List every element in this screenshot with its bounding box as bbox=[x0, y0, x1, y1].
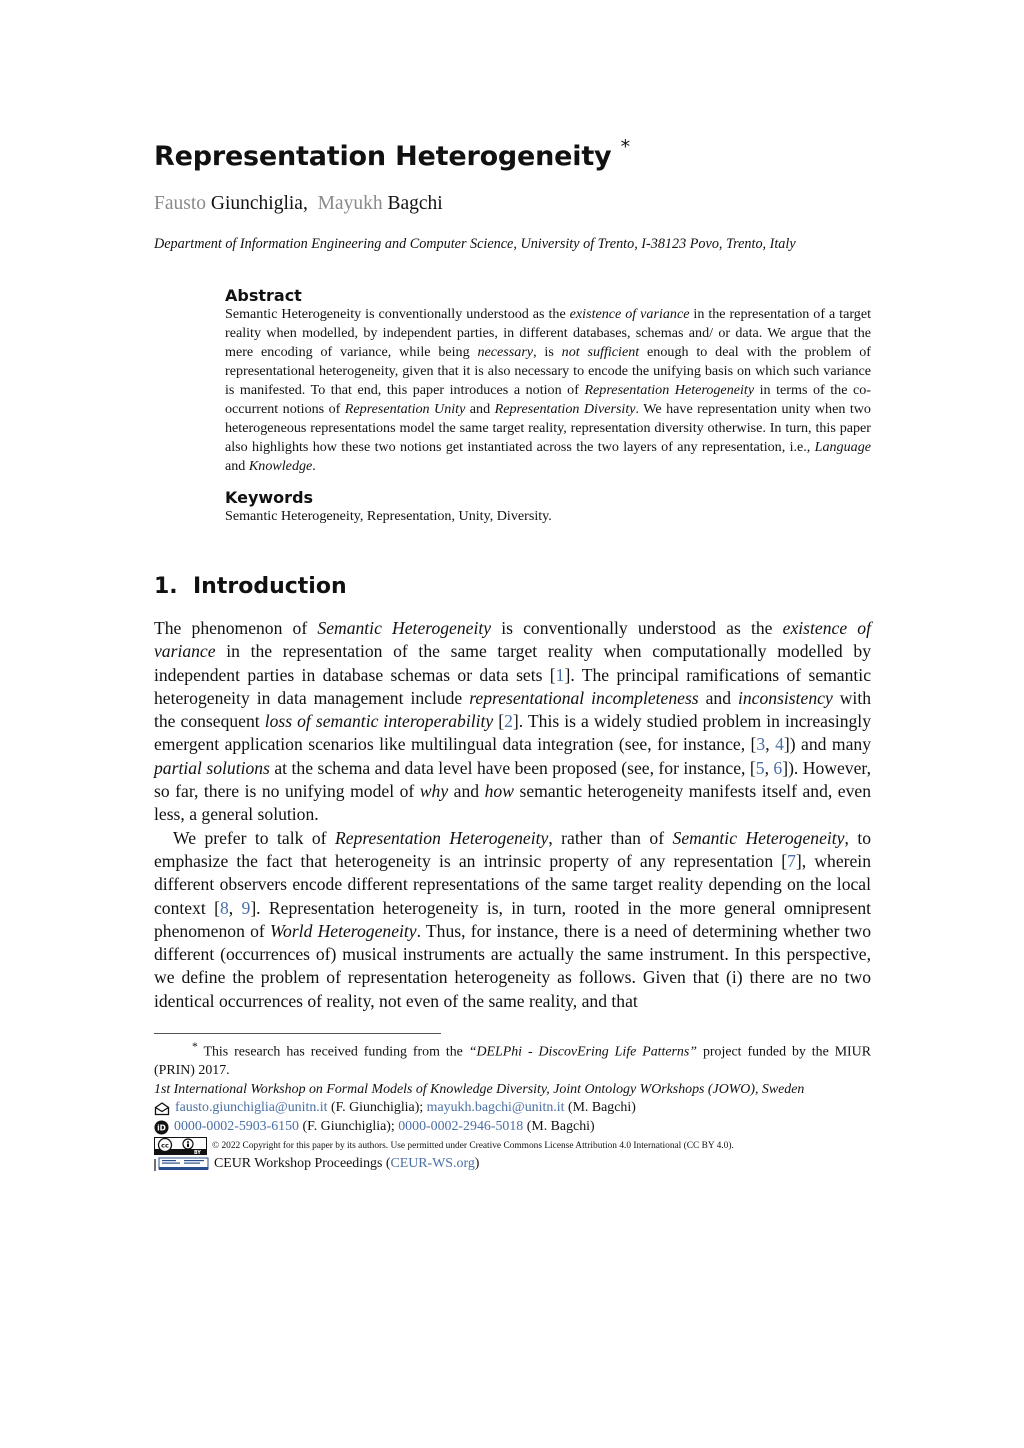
section-title: Introduction bbox=[193, 574, 347, 599]
paper-title-text: Representation Heterogeneity bbox=[154, 141, 612, 172]
emphasis-text: partial solutions bbox=[154, 757, 270, 778]
keywords-block bbox=[225, 488, 871, 526]
affiliation: Department of Information Engineering and Computer Science, University of Trento, I-38123 Povo, Trento, Italy bbox=[154, 236, 796, 252]
email-link[interactable]: fausto.giunchiglia@unitn.it bbox=[175, 1100, 328, 1116]
author-list bbox=[154, 193, 443, 215]
section-body bbox=[154, 617, 871, 1013]
section-number: 1. bbox=[154, 574, 178, 599]
citation-link[interactable]: 7 bbox=[787, 850, 796, 871]
emphasis-text: not sufficient bbox=[561, 344, 640, 360]
citation-link[interactable]: 4 bbox=[775, 734, 784, 755]
footnote-mark: * bbox=[192, 1040, 198, 1053]
email-link[interactable]: mayukh.bagchi@unitn.it bbox=[426, 1100, 565, 1116]
keywords-heading: Keywords bbox=[225, 488, 314, 507]
author-family-name: Bagchi bbox=[387, 193, 443, 214]
author-separator: , bbox=[302, 193, 308, 214]
emphasis-text: inconsistency bbox=[737, 687, 833, 708]
citation-link[interactable]: 9 bbox=[241, 897, 251, 918]
ceur-logo-icon bbox=[154, 1156, 209, 1172]
footer-block bbox=[154, 1038, 871, 1174]
email-owner: (F. Giunchiglia); bbox=[330, 1100, 424, 1116]
emphasis-text: Knowledge bbox=[248, 458, 313, 474]
orcid-line bbox=[154, 1118, 871, 1137]
abstract-text: Semantic Heterogeneity is conventionally understood as the existence of variance in the representation of a target reality when modelled, by independent parties, in different databases, schemas and/ or data. We argue that the mere encoding of variance, while being necessary, is not sufficient enough to deal with the problem of representational heterogeneity, given that it is also necessary to encode the unifying basis on which such variance is manifested. To that end, this paper introduces a notion of Representation Heterogeneity in terms of the co-occurrent notions of Representation Unity and Representation Diversity. We have representation unity when two heterogeneous representations model the same target reality, representation diversity otherwise. In turn, this paper also highlights how these two notions get instantiated across the two layers of any representation, i.e., Language and Knowledge. bbox=[225, 306, 871, 474]
orcid-link[interactable]: 0000-0002-2946-5018 bbox=[398, 1119, 524, 1134]
citation-link[interactable]: 3 bbox=[756, 734, 766, 755]
ceur-paren: ( bbox=[385, 1156, 391, 1172]
citation-link[interactable]: 6 bbox=[773, 757, 783, 778]
emphasis-text: loss of semantic interoperability bbox=[264, 711, 494, 732]
footnote-text: This research has received funding from the “DELPhi - DiscovEring Life Patterns” project funded by the MIUR (PRIN) 2017. bbox=[154, 1044, 871, 1079]
citation-link[interactable]: 8 bbox=[219, 897, 229, 918]
svg-text:iD: iD bbox=[157, 1123, 166, 1133]
body-paragraph: The phenomenon of Semantic Heterogeneity is conventionally understood as the existence of variance in the representation of the same target reality when computationally modelled by independent parties in database schemas or data sets [1]. The principal ramifications of semantic heterogeneity in data management include representational incompleteness and inconsistency with the consequent loss of semantic interoperability [2]. This is a widely studied problem in increasingly emergent application scenarios like multilingual data integration (see, for instance, [3, 4]) and many partial solutions at the schema and data level have been proposed (see, for instance, [5, 6]). However, so far, there is no unifying model of why and how semantic heterogeneity manifests itself and, even less, a general solution. bbox=[154, 618, 872, 825]
ceur-line bbox=[154, 1155, 871, 1174]
email-line bbox=[154, 1099, 871, 1118]
envelope-icon bbox=[154, 1102, 170, 1116]
emphasis-text: representational incompleteness bbox=[469, 687, 699, 708]
emphasis-text: Semantic Heterogeneity bbox=[317, 618, 492, 638]
emphasis-text: Representation Heterogeneity bbox=[335, 827, 549, 848]
ceur-label: CEUR Workshop Proceedings bbox=[214, 1156, 383, 1172]
emphasis-text: necessary bbox=[477, 344, 534, 360]
citation-link[interactable]: 2 bbox=[504, 711, 513, 732]
license-text: © 2022 Copyright for this paper by its authors. Use permitted under Creative Commons License Attribution 4.0 International (CC BY 4.0). bbox=[212, 1140, 734, 1151]
workshop-line: 1st International Workshop on Formal Models of Knowledge Diversity, Joint Ontology WOrkshops (JOWO), Sweden bbox=[154, 1081, 805, 1097]
emphasis-text: Semantic Heterogeneity bbox=[672, 827, 845, 848]
section-heading bbox=[154, 574, 347, 599]
cc-label: cc bbox=[161, 1141, 169, 1150]
abstract-heading: Abstract bbox=[225, 286, 302, 305]
emphasis-text: Representation Unity bbox=[344, 401, 466, 417]
body-paragraph: We prefer to talk of Representation Heterogeneity, rather than of Semantic Heterogeneity, to emphasize the fact that heterogeneity is an intrinsic property of any representation [7], wherein different observers encode different representations of the same target reality depending on the local context [8, 9]. Representation heterogeneity is, in turn, rooted in the more general omnipresent phenomenon of World Heterogeneity. Thus, for instance, there is a need of determining whether two different (occurrences of) musical instruments are actually the same instrument. In this perspective, we define the problem of representation heterogeneity as follows. Given that (i) there are no two identical occurrences of reality, not even of the same reality, and that bbox=[154, 827, 872, 1011]
title-footnote-mark[interactable]: * bbox=[620, 136, 630, 158]
funding-footnote bbox=[154, 1038, 871, 1081]
citation-link[interactable]: 1 bbox=[555, 664, 565, 685]
cc-by-badge-icon[interactable] bbox=[154, 1137, 207, 1155]
orcid-owner: (F. Giunchiglia); bbox=[302, 1119, 395, 1134]
orcid-owner: (M. Bagchi) bbox=[526, 1119, 595, 1134]
emphasis-text: how bbox=[484, 781, 514, 802]
emphasis-text: Representation Diversity bbox=[494, 401, 636, 417]
author-given-name: Mayukh bbox=[317, 193, 383, 214]
orcid-icon bbox=[154, 1120, 169, 1135]
emphasis-text: “DELPhi - DiscovEring Life Patterns” bbox=[468, 1044, 698, 1060]
email-owner: (M. Bagchi) bbox=[567, 1100, 636, 1116]
ceur-paren: ) bbox=[474, 1156, 480, 1172]
paper-title bbox=[154, 138, 630, 172]
by-label: BY bbox=[194, 1150, 201, 1155]
emphasis-text: World Heterogeneity bbox=[270, 920, 417, 941]
footnote-rule bbox=[154, 1033, 441, 1034]
citation-link[interactable]: 5 bbox=[755, 757, 765, 778]
author-given-name: Fausto bbox=[154, 193, 207, 214]
ceur-link[interactable]: CEUR-WS.org bbox=[390, 1156, 475, 1172]
emphasis-text: Representation Heterogeneity bbox=[584, 382, 755, 398]
abstract-block bbox=[225, 286, 871, 476]
emphasis-text: existence of variance bbox=[569, 306, 690, 322]
emphasis-text: existence of variance bbox=[154, 618, 871, 662]
license-line bbox=[154, 1137, 871, 1156]
author-family-name: Giunchiglia bbox=[210, 193, 303, 214]
orcid-link[interactable]: 0000-0002-5903-6150 bbox=[174, 1119, 300, 1134]
emphasis-text: why bbox=[419, 781, 449, 802]
keywords-text: Semantic Heterogeneity, Representation, Unity, Diversity. bbox=[225, 508, 552, 524]
emphasis-text: Language bbox=[814, 439, 871, 455]
